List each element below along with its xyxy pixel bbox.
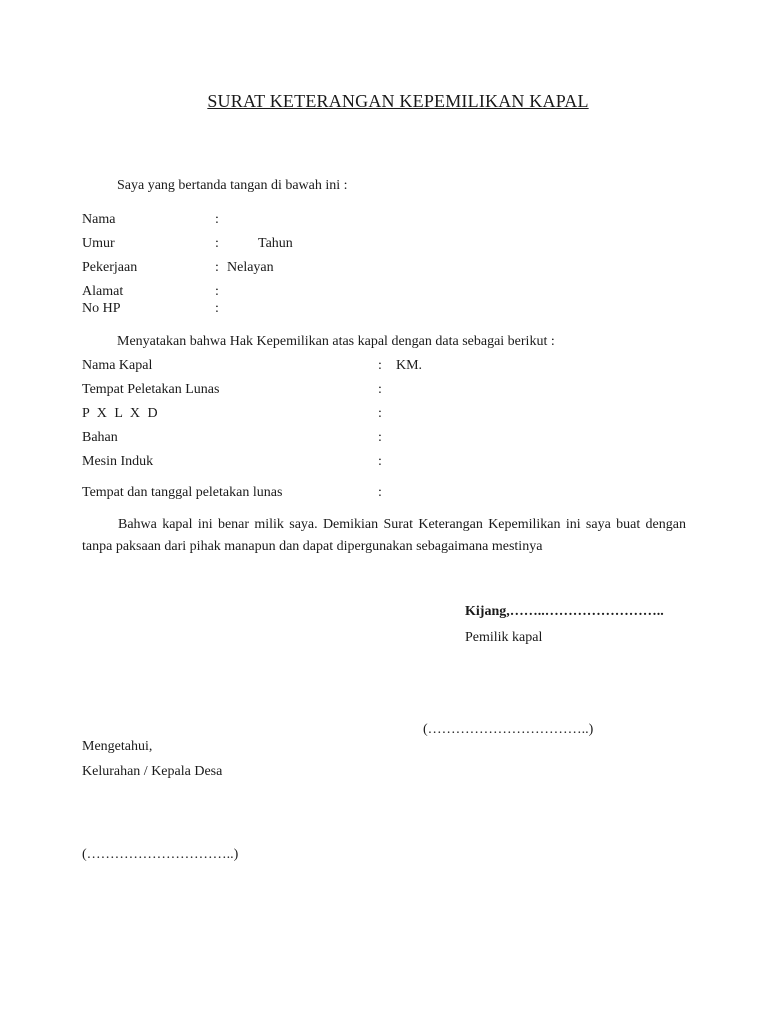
- ship-field-engine-label: Mesin Induk: [82, 454, 154, 469]
- owner-field-name-label: Nama: [82, 212, 116, 227]
- owner-field-phone-colon: :: [215, 301, 219, 316]
- owner-field-address-colon: :: [215, 284, 219, 299]
- owner-field-job-label: Pekerjaan: [82, 260, 138, 275]
- owner-field-job-value: Nelayan: [227, 260, 274, 275]
- ship-field-keel-date-colon: :: [378, 485, 382, 500]
- owner-field-address-label: Alamat: [82, 284, 124, 299]
- owner-field-age-colon: :: [215, 236, 219, 251]
- owner-signature-line: (……………………………..): [423, 722, 594, 737]
- ship-field-name-colon: :: [378, 358, 382, 373]
- acknowledged-label: Mengetahui,: [82, 739, 153, 754]
- ship-field-name-label: Nama Kapal: [82, 358, 153, 373]
- owner-field-phone-label: No HP: [82, 301, 121, 316]
- statement-text: Menyatakan bahwa Hak Kepemilikan atas kapal dengan data sebagai berikut :: [117, 334, 555, 349]
- ship-field-engine-colon: :: [378, 454, 382, 469]
- ship-field-dimensions-colon: :: [378, 406, 382, 421]
- ship-field-material-colon: :: [378, 430, 382, 445]
- document-title-text: SURAT KETERANGAN KEPEMILIKAN KAPAL: [207, 91, 589, 111]
- declaration-text: Bahwa kapal ini benar milik saya. Demikian Surat Keterangan Kepemilikan ini saya buat dengan tanpa paksaan dari pihak manapun dan dapat dipergunakan sebagaimana mestinya: [82, 517, 686, 554]
- intro-text: Saya yang bertanda tangan di bawah ini :: [117, 178, 348, 193]
- owner-role: Pemilik kapal: [465, 630, 543, 645]
- declaration-paragraph: [82, 514, 686, 558]
- ship-field-keel-place-colon: :: [378, 382, 382, 397]
- ship-field-keel-date-label: Tempat dan tanggal peletakan lunas: [82, 485, 283, 500]
- ship-field-dimensions-label: P X L X D: [82, 406, 160, 421]
- owner-field-job-colon: :: [215, 260, 219, 275]
- ship-field-material-label: Bahan: [82, 430, 118, 445]
- owner-field-name-colon: :: [215, 212, 219, 227]
- official-role: Kelurahan / Kepala Desa: [82, 764, 223, 779]
- document-title: [0, 90, 768, 112]
- ship-field-keel-place-label: Tempat Peletakan Lunas: [82, 382, 220, 397]
- ship-field-name-value: KM.: [396, 358, 423, 373]
- owner-field-age-value: Tahun: [258, 236, 293, 251]
- place-date: Kijang,……..……………………..: [465, 604, 664, 619]
- official-signature-line: (…………………………..): [82, 847, 239, 862]
- owner-field-age-label: Umur: [82, 236, 115, 251]
